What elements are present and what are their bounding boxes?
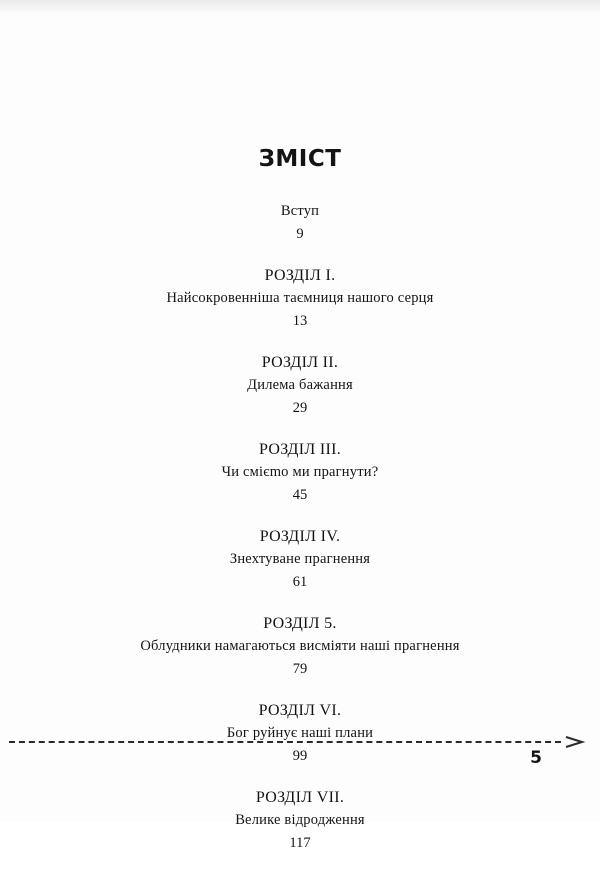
entry-title: Дилема бажання — [247, 377, 353, 393]
page-number: 5 — [530, 748, 542, 768]
toc-entry-chapter-3 — [0, 438, 600, 507]
dashed-arrow-right-icon — [564, 735, 586, 749]
chapter-heading: РОЗДІЛ VII. — [255, 789, 345, 806]
entry-page-number: 61 — [292, 574, 308, 590]
toc-title: ЗМІСТ — [258, 146, 342, 172]
entry-title: Знехтуване прагнення — [229, 551, 371, 567]
toc-entry-chapter-4 — [0, 525, 600, 594]
chapter-heading: РОЗДІЛ ІІІ. — [258, 441, 342, 458]
entry-page-number: 117 — [289, 835, 311, 851]
chapter-heading: РОЗДІЛ 5. — [263, 615, 337, 632]
entry-title: Найсокровенніша таємниця нашого серця — [166, 290, 434, 306]
entry-title: Чи смієmo ми прагнути? — [221, 464, 379, 480]
entry-title: Облудники намагаються висміяти наші прагнення — [140, 638, 460, 654]
entry-title: Бог руйнує наші плани — [226, 725, 374, 741]
toc-entry-intro — [0, 200, 600, 246]
toc-entry-chapter-2 — [0, 351, 600, 420]
toc-entry-chapter-6 — [0, 699, 600, 768]
scan-edge-shadow — [0, 0, 600, 14]
entry-page-number: 9 — [296, 226, 304, 242]
chapter-heading: РОЗДІЛ VI. — [258, 702, 342, 719]
footer-dashed-rule — [9, 741, 561, 743]
entry-page-number: 79 — [292, 661, 308, 677]
entry-title: Велике відродження — [235, 812, 365, 828]
entry-page-number: 99 — [292, 748, 308, 764]
entry-page-number: 13 — [292, 313, 308, 329]
chapter-heading: РОЗДІЛ ІІ. — [261, 354, 339, 371]
toc-entry-chapter-5 — [0, 612, 600, 681]
entry-page-number: 29 — [292, 400, 308, 416]
toc-entry-chapter-7 — [0, 786, 600, 855]
toc-entries — [0, 200, 600, 873]
chapter-heading: РОЗДІЛ І. — [264, 267, 336, 284]
toc-entry-chapter-1 — [0, 264, 600, 333]
entry-title: Вступ — [280, 203, 320, 219]
chapter-heading: РОЗДІЛ IV. — [259, 528, 341, 545]
entry-page-number: 45 — [292, 487, 308, 503]
